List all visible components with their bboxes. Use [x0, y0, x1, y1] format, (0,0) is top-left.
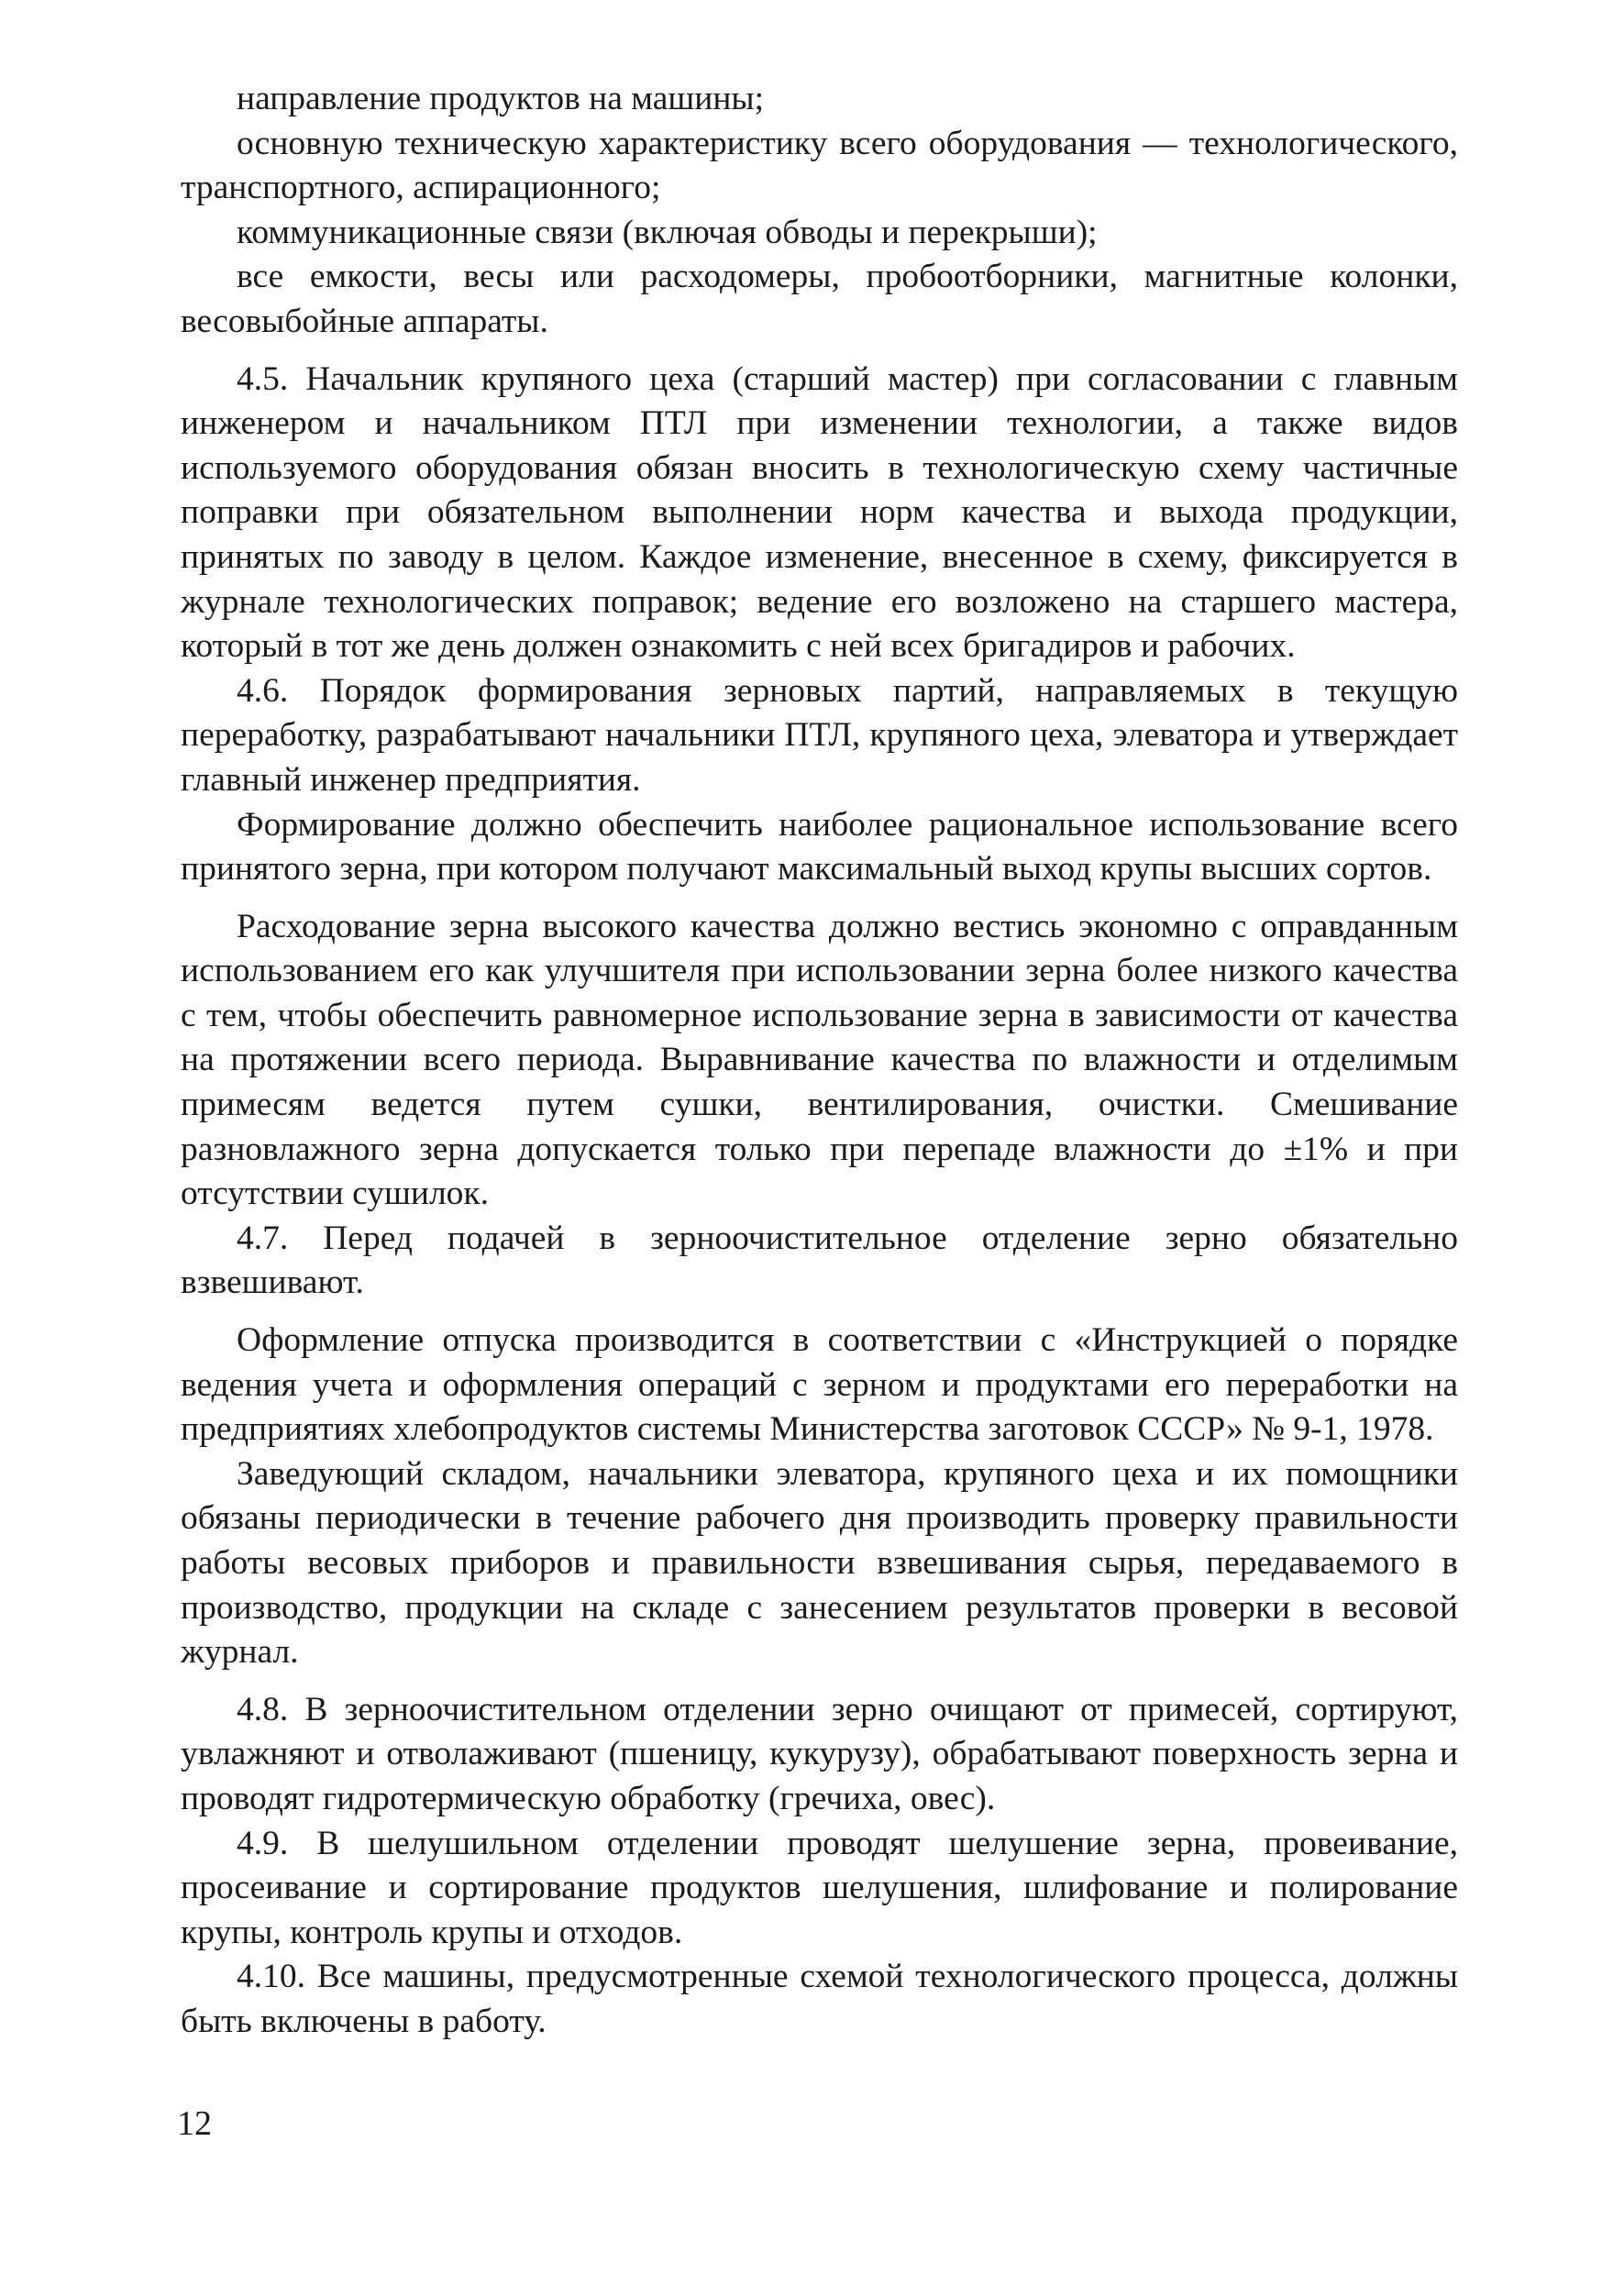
paragraph-1: направление продуктов на машины; — [237, 80, 765, 117]
paragraph-4-8: 4.8. В зерноочистительном отделении зерно очищают от примесей, сортируют, увлажняют и отволаживают (пшеницу, кукурузу), обрабатывают поверхность зерна и проводят гидротермическую обработку (гречиха, овес). — [181, 1690, 1458, 1817]
paragraph-2: основную техническую характеристику всего оборудования — технологического, транспортного, аспирационного; — [181, 124, 1458, 207]
paragraph-4-5: 4.5. Начальник крупяного цеха (старший мастер) при согласовании с главным инженером и начальником ПТЛ при изменении технологии, а также видов используемого оборудования обязан вносить в технологическую схему частичные поправки при обязательном выполнении норм качества и выхода продукции, принятых по заводу в целом. Каждое изменение, внесенное в схему, фиксируется в журнале технологических поправок; ведение его возложено на старшего мастера, который в тот же день должен ознакомить с ней всех бригадиров и рабочих. — [181, 359, 1458, 666]
page-number: 12 — [177, 2104, 212, 2143]
document-body — [181, 77, 1458, 2045]
paragraph-release: Оформление отпуска производится в соответствии с «Инструкцией о порядке ведения учета и оформления операций с зерном и продуктами его переработки на предприятиях хлебопродуктов системы Министерства заготовок СССР» № 9-1, 1978. — [181, 1321, 1458, 1449]
paragraph-4: все емкости, весы или расходомеры, пробоотборники, магнитные колонки, весовыбойные аппараты. — [181, 258, 1458, 340]
paragraph-4-10: 4.10. Все машины, предусмотренные схемой технологического процесса, должны быть включены в работу. — [181, 1958, 1458, 2040]
paragraph-4-7: 4.7. Перед подачей в зерноочистительное отделение зерно обязательно взвешивают. — [181, 1219, 1458, 1302]
paragraph-grain-usage: Расходование зерна высокого качества должно вестись экономно с оправданным использованием его как улучшителя при использовании зерна более низкого качества с тем, чтобы обеспечить равномерное использование зерна в зависимости от качества на протяжении всего периода. Выравнивание качества по влажности и отделимым примесям ведется путем сушки, вентилирования, очистки. Смешивание разновлажного зерна допускается только при перепаде влажности до ±1% и при отсутствии сушилок. — [181, 907, 1458, 1213]
paragraph-4-6: 4.6. Порядок формирования зерновых партий, направляемых в текущую переработку, разрабатывают начальники ПТЛ, крупяного цеха, элеватора и утверждает главный инженер предприятия. — [181, 671, 1458, 799]
paragraph-warehouse: Заведующий складом, начальники элеватора, крупяного цеха и их помощники обязаны периодически в течение рабочего дня производить проверку правильности работы весовых приборов и правильности взвешивания сырья, передаваемого в производство, продукции на складе с занесением результатов проверки в весовой журнал. — [181, 1454, 1458, 1672]
paragraph-4-9: 4.9. В шелушильном отделении проводят шелушение зерна, провеивание, просеивание и сортирование продуктов шелушения, шлифование и полирование крупы, контроль крупы и отходов. — [181, 1824, 1458, 1951]
paragraph-formation: Формирование должно обеспечить наиболее рациональное использование всего принятого зерна, при котором получают максимальный выход крупы высших сортов. — [181, 805, 1458, 889]
paragraph-3: коммуникационные связи (включая обводы и перекрыши); — [237, 213, 1098, 251]
